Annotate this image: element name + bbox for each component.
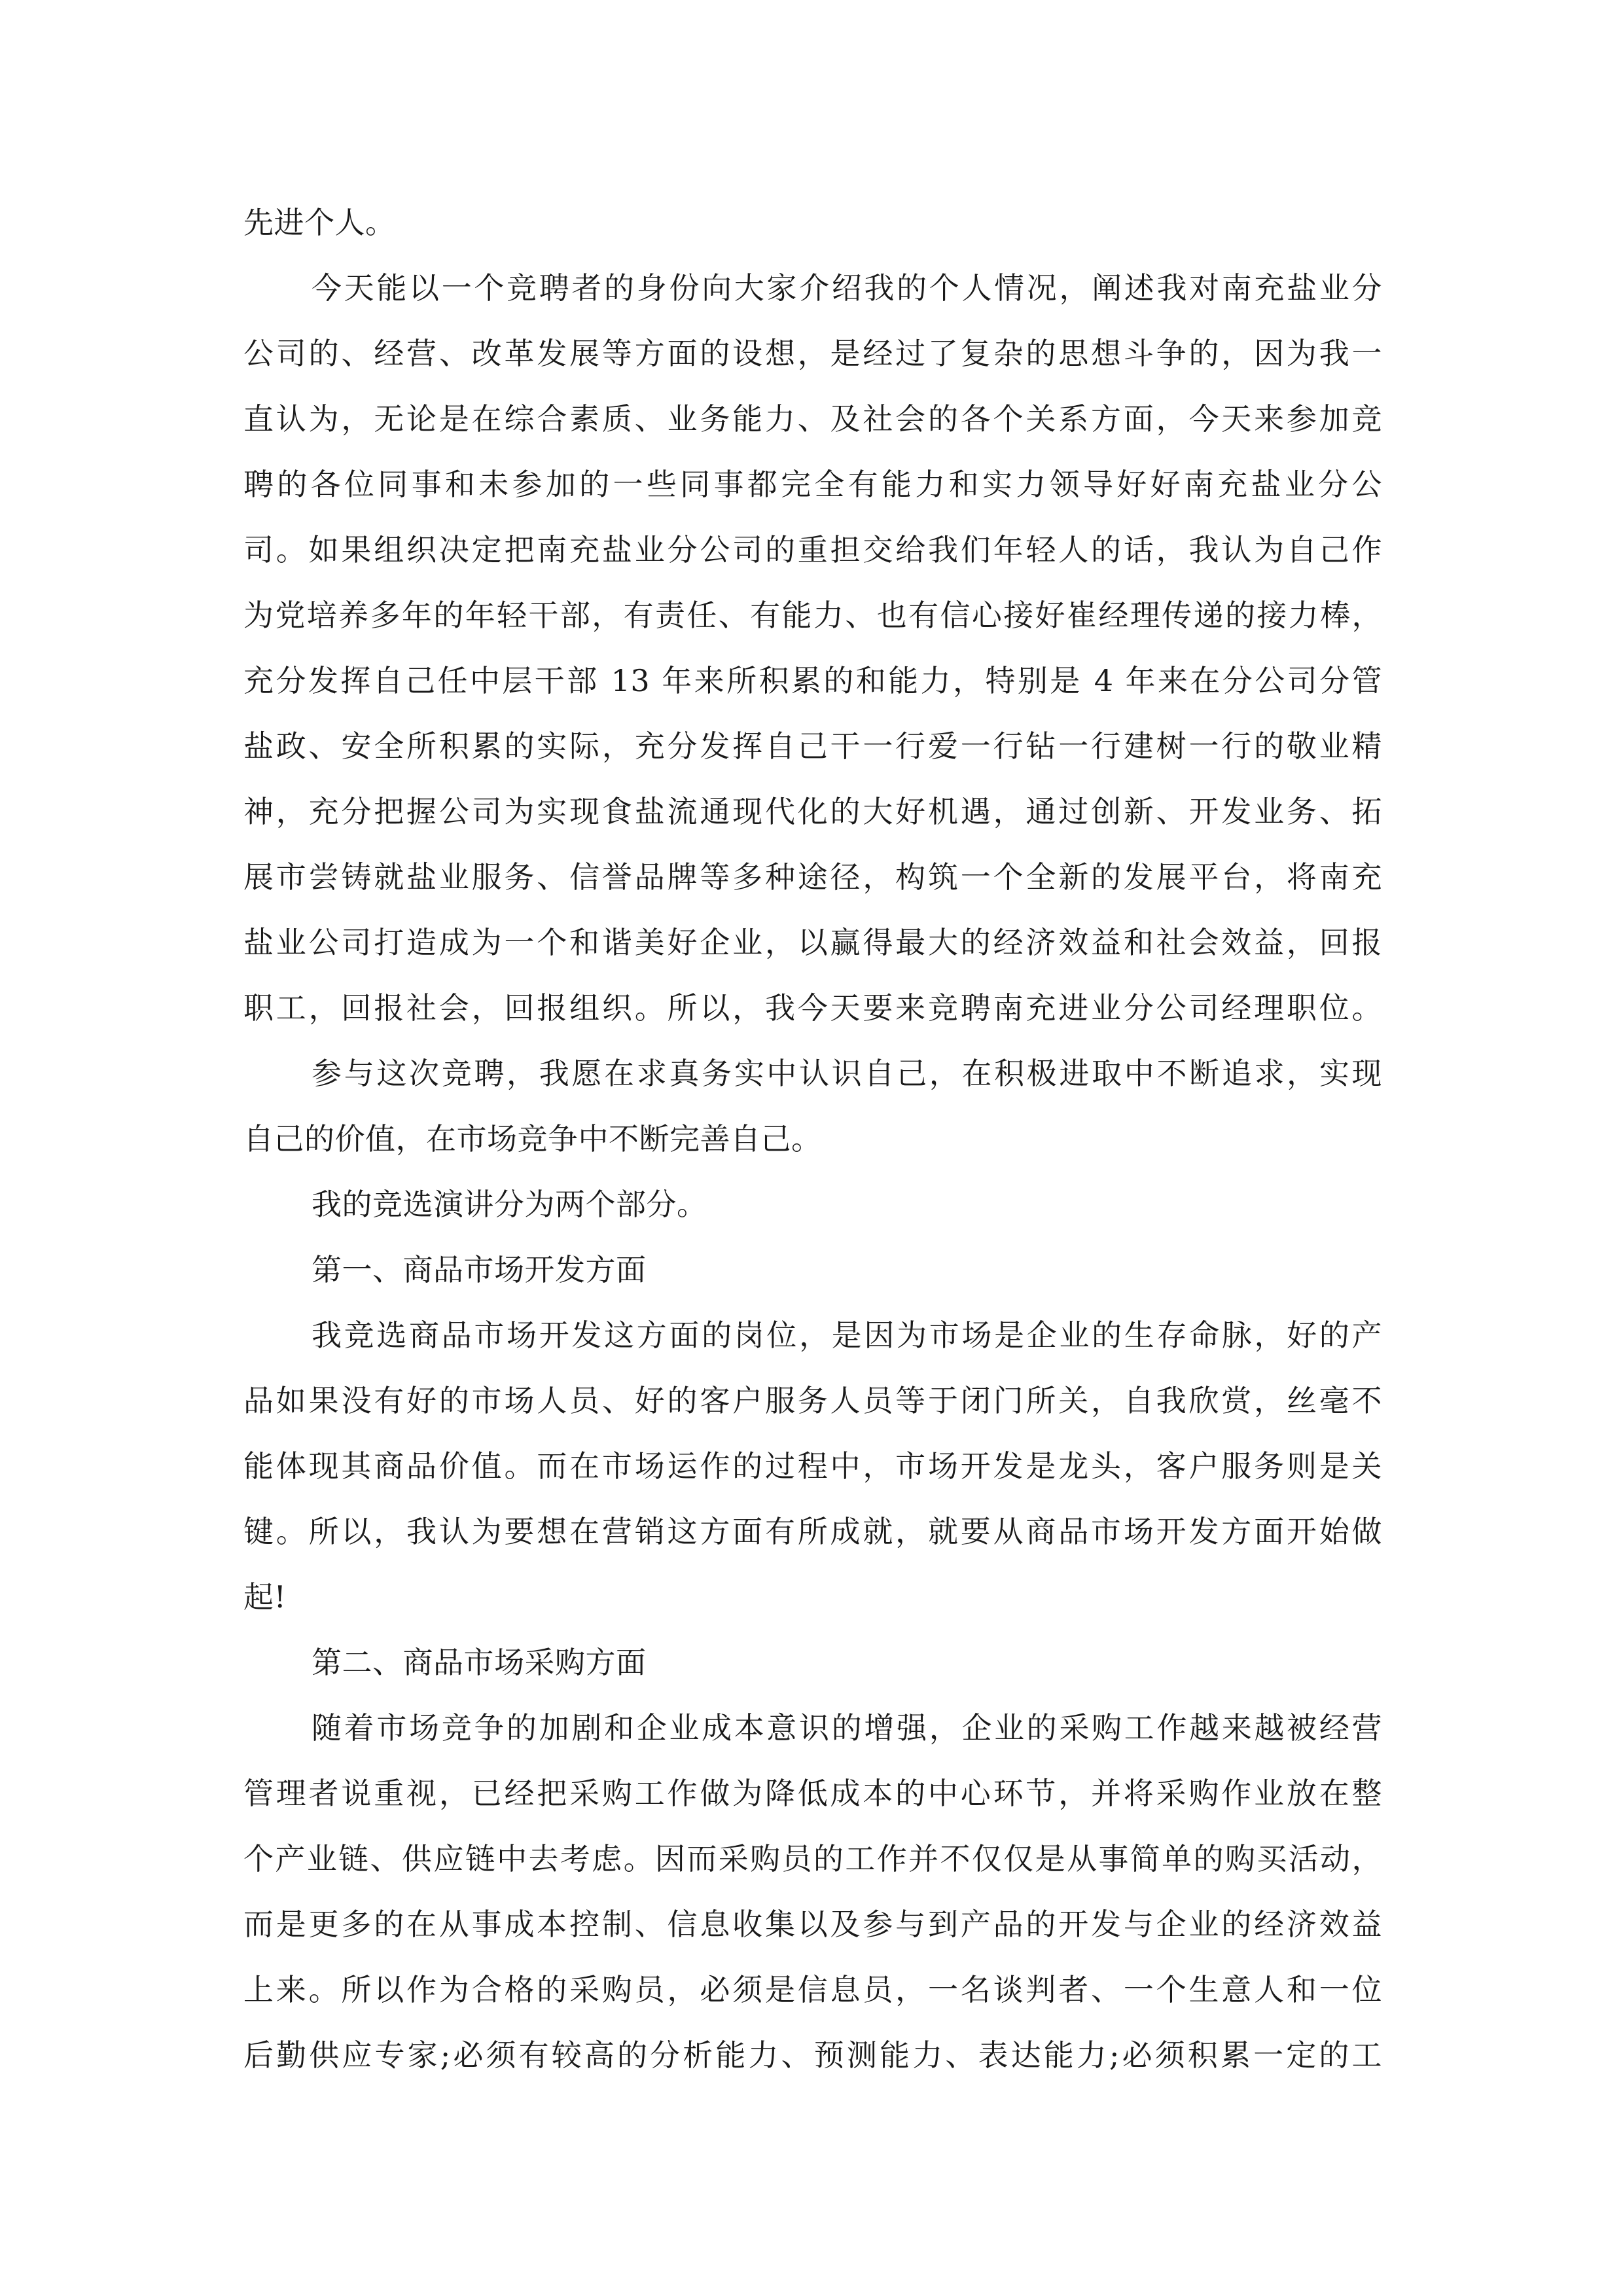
text-line: 直认为，无论是在综合素质、业务能力、及社会的各个关系方面，今天来参加竞 — [243, 401, 1382, 437]
text-line: 公司的、经营、改革发展等方面的设想，是经过了复杂的思想斗争的，因为我一 — [243, 336, 1382, 371]
text-line: 自己的价值，在市场竞争中不断完善自己。 — [243, 1121, 822, 1157]
text-line: 参与这次竞聘，我愿在求真务实中认识自己，在积极进取中不断追求，实现 — [312, 1056, 1382, 1091]
text-line: 起! — [243, 1579, 287, 1615]
text-line: 能体现其商品价值。而在市场运作的过程中，市场开发是龙头，客户服务则是关 — [243, 1448, 1382, 1484]
text-line: 先进个人。 — [243, 205, 396, 240]
text-line: 盐政、安全所积累的实际，充分发挥自己干一行爱一行钻一行建树一行的敬业精 — [243, 728, 1382, 764]
text-line: 而是更多的在从事成本控制、信息收集以及参与到产品的开发与企业的经济效益 — [243, 1907, 1382, 1942]
text-line: 今天能以一个竞聘者的身份向大家介绍我的个人情况，阐述我对南充盐业分 — [312, 270, 1382, 306]
text-line: 为党培养多年的年轻干部，有责任、有能力、也有信心接好崔经理传递的接力棒， — [243, 598, 1382, 633]
document-page — [243, 190, 1382, 2088]
text-line: 个产业链、供应链中去考虑。因而采购员的工作并不仅仅是从事简单的购买活动， — [243, 1841, 1382, 1876]
text-line: 司。如果组织决定把南充盐业分公司的重担交给我们年轻人的话，我认为自己作 — [243, 532, 1382, 567]
text-line: 品如果没有好的市场人员、好的客户服务人员等于闭门所关，自我欣赏，丝毫不 — [243, 1383, 1382, 1418]
text-line: 我的竞选演讲分为两个部分。 — [312, 1187, 707, 1222]
text-line: 上来。所以作为合格的采购员，必须是信息员，一名谈判者、一个生意人和一位 — [243, 1972, 1382, 2007]
text-line: 后勤供应专家;必须有较高的分析能力、预测能力、表达能力;必须积累一定的工 — [243, 2037, 1382, 2073]
text-line: 第一、商品市场开发方面 — [312, 1252, 647, 1287]
text-line: 第二、商品市场采购方面 — [312, 1645, 647, 1680]
text-line: 管理者说重视，已经把采购工作做为降低成本的中心环节，并将采购作业放在整 — [243, 1776, 1382, 1811]
text-line: 随着市场竞争的加剧和企业成本意识的增强，企业的采购工作越来越被经营 — [312, 1710, 1382, 1746]
text-line: 我竞选商品市场开发这方面的岗位，是因为市场是企业的生存命脉，好的产 — [312, 1318, 1382, 1353]
text-line: 键。所以，我认为要想在营销这方面有所成就，就要从商品市场开发方面开始做 — [243, 1514, 1382, 1549]
text-line: 充分发挥自己任中层干部 13 年来所积累的和能力，特别是 4 年来在分公司分管 — [243, 663, 1382, 698]
text-line: 职工，回报社会，回报组织。所以，我今天要来竞聘南充进业分公司经理职位。 — [243, 990, 1382, 1026]
text-line: 聘的各位同事和未参加的一些同事都完全有能力和实力领导好好南充盐业分公 — [243, 467, 1382, 502]
text-line: 神，充分把握公司为实现食盐流通现代化的大好机遇，通过创新、开发业务、拓 — [243, 794, 1382, 829]
text-line: 展市尝铸就盐业服务、信誉品牌等多种途径，构筑一个全新的发展平台，将南充 — [243, 859, 1382, 895]
text-line: 盐业公司打造成为一个和谐美好企业，以赢得最大的经济效益和社会效益，回报 — [243, 925, 1382, 960]
